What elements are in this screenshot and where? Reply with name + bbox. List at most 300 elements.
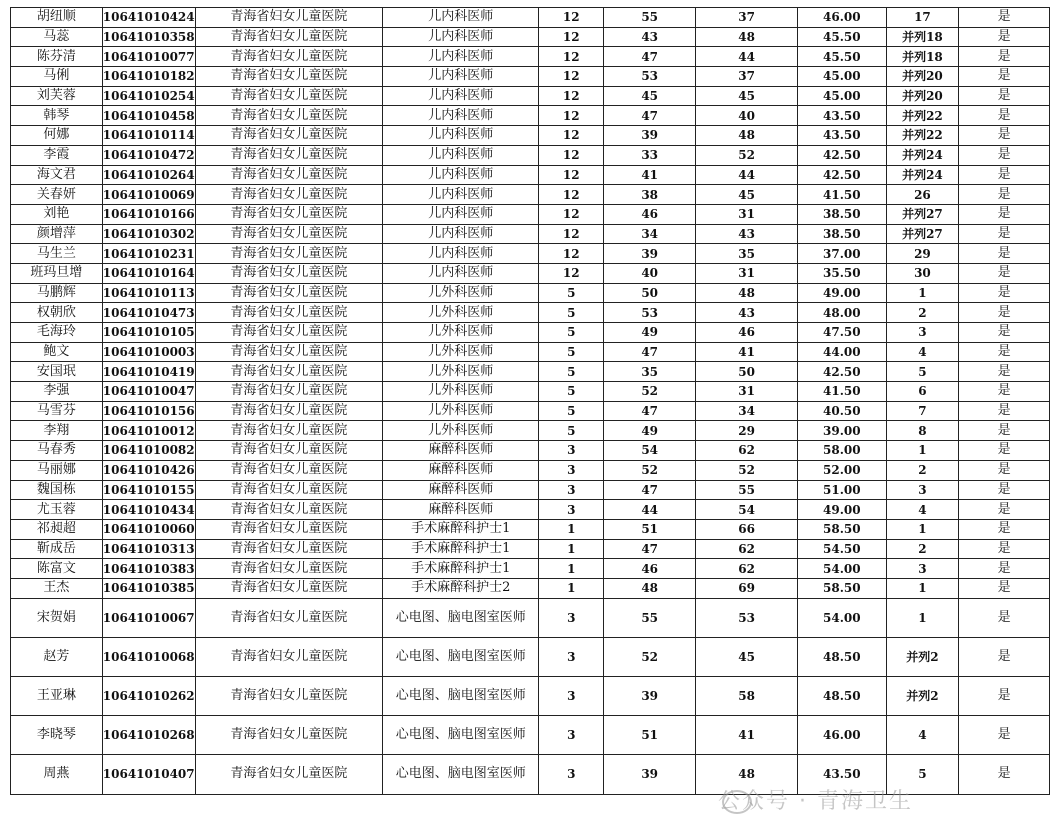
- rank-cell: 26: [886, 185, 959, 205]
- recruit-count-cell: 12: [539, 204, 604, 224]
- total-score-cell: 38.50: [798, 204, 887, 224]
- exam-id-cell: 10641010264: [102, 165, 195, 185]
- recruit-count-cell: 3: [539, 500, 604, 520]
- rank-cell: 并列24: [886, 145, 959, 165]
- interview-score-cell: 35: [696, 244, 798, 264]
- total-score-cell: 48.50: [798, 637, 887, 676]
- exam-id-cell: 10641010003: [102, 342, 195, 362]
- exam-id-cell: 10641010419: [102, 362, 195, 382]
- written-score-cell: 39: [604, 126, 696, 146]
- exam-id-cell: 10641010358: [102, 27, 195, 47]
- recruit-count-cell: 3: [539, 598, 604, 637]
- interview-score-cell: 44: [696, 165, 798, 185]
- recruit-count-cell: 5: [539, 421, 604, 441]
- rank-cell: 3: [886, 559, 959, 579]
- qualified-cell: 是: [959, 382, 1050, 402]
- results-table-body: [11, 8, 1050, 795]
- table-row: [11, 362, 1050, 382]
- recruit-count-cell: 12: [539, 126, 604, 146]
- written-score-cell: 49: [604, 421, 696, 441]
- unit-name-cell: 青海省妇女儿童医院: [195, 401, 382, 421]
- recruit-count-cell: 1: [539, 559, 604, 579]
- qualified-cell: 是: [959, 677, 1050, 716]
- written-score-cell: 52: [604, 382, 696, 402]
- qualified-cell: 是: [959, 500, 1050, 520]
- interview-score-cell: 45: [696, 86, 798, 106]
- exam-id-cell: 10641010082: [102, 441, 195, 461]
- qualified-cell: 是: [959, 362, 1050, 382]
- interview-score-cell: 62: [696, 559, 798, 579]
- job-title-cell: 手术麻醉科护士2: [383, 578, 539, 598]
- rank-cell: 17: [886, 8, 959, 28]
- unit-name-cell: 青海省妇女儿童医院: [195, 126, 382, 146]
- table-row: [11, 441, 1050, 461]
- job-title-cell: 儿外科医师: [383, 362, 539, 382]
- total-score-cell: 44.00: [798, 342, 887, 362]
- rank-cell: 并列24: [886, 165, 959, 185]
- table-row: [11, 342, 1050, 362]
- qualified-cell: 是: [959, 401, 1050, 421]
- job-title-cell: 儿内科医师: [383, 67, 539, 87]
- candidate-name-cell: 马蕊: [11, 27, 103, 47]
- candidate-name-cell: 李翔: [11, 421, 103, 441]
- table-row: [11, 598, 1050, 637]
- candidate-name-cell: 胡纽顺: [11, 8, 103, 28]
- interview-score-cell: 41: [696, 342, 798, 362]
- qualified-cell: 是: [959, 126, 1050, 146]
- job-title-cell: 儿内科医师: [383, 86, 539, 106]
- unit-name-cell: 青海省妇女儿童医院: [195, 303, 382, 323]
- exam-id-cell: 10641010012: [102, 421, 195, 441]
- qualified-cell: 是: [959, 204, 1050, 224]
- total-score-cell: 49.00: [798, 283, 887, 303]
- rank-cell: 并列20: [886, 67, 959, 87]
- table-row: [11, 224, 1050, 244]
- interview-score-cell: 34: [696, 401, 798, 421]
- qualified-cell: 是: [959, 519, 1050, 539]
- rank-cell: 6: [886, 382, 959, 402]
- exam-id-cell: 10641010426: [102, 460, 195, 480]
- unit-name-cell: 青海省妇女儿童医院: [195, 441, 382, 461]
- rank-cell: 并列20: [886, 86, 959, 106]
- total-score-cell: 54.00: [798, 598, 887, 637]
- interview-score-cell: 48: [696, 755, 798, 794]
- recruit-count-cell: 5: [539, 382, 604, 402]
- candidate-name-cell: 马丽娜: [11, 460, 103, 480]
- recruit-count-cell: 5: [539, 323, 604, 343]
- total-score-cell: 43.50: [798, 126, 887, 146]
- interview-score-cell: 31: [696, 382, 798, 402]
- rank-cell: 30: [886, 263, 959, 283]
- table-row: [11, 677, 1050, 716]
- total-score-cell: 51.00: [798, 480, 887, 500]
- written-score-cell: 38: [604, 185, 696, 205]
- qualified-cell: 是: [959, 342, 1050, 362]
- table-row: [11, 637, 1050, 676]
- job-title-cell: 儿外科医师: [383, 283, 539, 303]
- recruit-count-cell: 5: [539, 401, 604, 421]
- exam-id-cell: 10641010067: [102, 598, 195, 637]
- written-score-cell: 47: [604, 342, 696, 362]
- candidate-name-cell: 祁昶超: [11, 519, 103, 539]
- written-score-cell: 53: [604, 67, 696, 87]
- written-score-cell: 34: [604, 224, 696, 244]
- job-title-cell: 儿内科医师: [383, 224, 539, 244]
- total-score-cell: 49.00: [798, 500, 887, 520]
- qualified-cell: 是: [959, 244, 1050, 264]
- candidate-name-cell: 马春秀: [11, 441, 103, 461]
- unit-name-cell: 青海省妇女儿童医院: [195, 244, 382, 264]
- table-row: [11, 244, 1050, 264]
- rank-cell: 1: [886, 283, 959, 303]
- candidate-name-cell: 靳成岳: [11, 539, 103, 559]
- job-title-cell: 心电图、脑电图室医师: [383, 598, 539, 637]
- rank-cell: 并列27: [886, 224, 959, 244]
- recruit-count-cell: 12: [539, 86, 604, 106]
- exam-id-cell: 10641010383: [102, 559, 195, 579]
- interview-score-cell: 54: [696, 500, 798, 520]
- exam-id-cell: 10641010424: [102, 8, 195, 28]
- qualified-cell: 是: [959, 578, 1050, 598]
- qualified-cell: 是: [959, 716, 1050, 755]
- unit-name-cell: 青海省妇女儿童医院: [195, 480, 382, 500]
- job-title-cell: 儿内科医师: [383, 185, 539, 205]
- table-row: [11, 86, 1050, 106]
- qualified-cell: 是: [959, 755, 1050, 794]
- written-score-cell: 47: [604, 401, 696, 421]
- exam-id-cell: 10641010231: [102, 244, 195, 264]
- exam-id-cell: 10641010182: [102, 67, 195, 87]
- rank-cell: 4: [886, 500, 959, 520]
- written-score-cell: 49: [604, 323, 696, 343]
- recruit-count-cell: 12: [539, 224, 604, 244]
- total-score-cell: 52.00: [798, 460, 887, 480]
- written-score-cell: 47: [604, 539, 696, 559]
- recruit-count-cell: 3: [539, 480, 604, 500]
- unit-name-cell: 青海省妇女儿童医院: [195, 519, 382, 539]
- total-score-cell: 45.50: [798, 27, 887, 47]
- recruit-count-cell: 3: [539, 677, 604, 716]
- candidate-name-cell: 刘艳: [11, 204, 103, 224]
- qualified-cell: 是: [959, 165, 1050, 185]
- unit-name-cell: 青海省妇女儿童医院: [195, 342, 382, 362]
- candidate-name-cell: 何娜: [11, 126, 103, 146]
- candidate-name-cell: 班玛旦增: [11, 263, 103, 283]
- recruit-count-cell: 3: [539, 755, 604, 794]
- table-row: [11, 106, 1050, 126]
- rank-cell: 29: [886, 244, 959, 264]
- job-title-cell: 儿内科医师: [383, 145, 539, 165]
- interview-score-cell: 52: [696, 145, 798, 165]
- candidate-name-cell: 韩琴: [11, 106, 103, 126]
- written-score-cell: 39: [604, 755, 696, 794]
- rank-cell: 7: [886, 401, 959, 421]
- total-score-cell: 54.50: [798, 539, 887, 559]
- table-row: [11, 67, 1050, 87]
- recruit-count-cell: 5: [539, 342, 604, 362]
- candidate-name-cell: 海文君: [11, 165, 103, 185]
- interview-score-cell: 53: [696, 598, 798, 637]
- candidate-name-cell: 王杰: [11, 578, 103, 598]
- total-score-cell: 35.50: [798, 263, 887, 283]
- interview-score-cell: 43: [696, 303, 798, 323]
- recruit-count-cell: 12: [539, 8, 604, 28]
- rank-cell: 2: [886, 460, 959, 480]
- candidate-name-cell: 魏国栋: [11, 480, 103, 500]
- job-title-cell: 心电图、脑电图室医师: [383, 637, 539, 676]
- job-title-cell: 心电图、脑电图室医师: [383, 677, 539, 716]
- job-title-cell: 儿外科医师: [383, 401, 539, 421]
- recruit-count-cell: 12: [539, 67, 604, 87]
- unit-name-cell: 青海省妇女儿童医院: [195, 27, 382, 47]
- rank-cell: 5: [886, 755, 959, 794]
- exam-id-cell: 10641010385: [102, 578, 195, 598]
- candidate-name-cell: 周燕: [11, 755, 103, 794]
- table-row: [11, 500, 1050, 520]
- exam-id-cell: 10641010166: [102, 204, 195, 224]
- job-title-cell: 儿外科医师: [383, 421, 539, 441]
- exam-id-cell: 10641010472: [102, 145, 195, 165]
- table-row: [11, 401, 1050, 421]
- total-score-cell: 43.50: [798, 106, 887, 126]
- recruit-count-cell: 5: [539, 283, 604, 303]
- total-score-cell: 58.00: [798, 441, 887, 461]
- total-score-cell: 38.50: [798, 224, 887, 244]
- candidate-name-cell: 陈芬清: [11, 47, 103, 67]
- job-title-cell: 儿内科医师: [383, 47, 539, 67]
- rank-cell: 并列22: [886, 106, 959, 126]
- rank-cell: 8: [886, 421, 959, 441]
- interview-score-cell: 55: [696, 480, 798, 500]
- exam-id-cell: 10641010047: [102, 382, 195, 402]
- unit-name-cell: 青海省妇女儿童医院: [195, 106, 382, 126]
- interview-score-cell: 37: [696, 8, 798, 28]
- written-score-cell: 40: [604, 263, 696, 283]
- table-row: [11, 185, 1050, 205]
- recruit-count-cell: 1: [539, 578, 604, 598]
- job-title-cell: 儿内科医师: [383, 8, 539, 28]
- written-score-cell: 41: [604, 165, 696, 185]
- interview-score-cell: 48: [696, 27, 798, 47]
- candidate-name-cell: 马生兰: [11, 244, 103, 264]
- interview-score-cell: 48: [696, 283, 798, 303]
- interview-score-cell: 37: [696, 67, 798, 87]
- unit-name-cell: 青海省妇女儿童医院: [195, 716, 382, 755]
- qualified-cell: 是: [959, 263, 1050, 283]
- candidate-name-cell: 关春妍: [11, 185, 103, 205]
- table-row: [11, 165, 1050, 185]
- interview-score-cell: 48: [696, 126, 798, 146]
- candidate-name-cell: 李晓琴: [11, 716, 103, 755]
- interview-score-cell: 66: [696, 519, 798, 539]
- rank-cell: 并列18: [886, 47, 959, 67]
- candidate-name-cell: 王亚琳: [11, 677, 103, 716]
- rank-cell: 1: [886, 441, 959, 461]
- table-row: [11, 460, 1050, 480]
- candidate-name-cell: 鲍文: [11, 342, 103, 362]
- exam-id-cell: 10641010254: [102, 86, 195, 106]
- total-score-cell: 48.00: [798, 303, 887, 323]
- written-score-cell: 53: [604, 303, 696, 323]
- unit-name-cell: 青海省妇女儿童医院: [195, 539, 382, 559]
- job-title-cell: 儿内科医师: [383, 204, 539, 224]
- exam-id-cell: 10641010473: [102, 303, 195, 323]
- rank-cell: 1: [886, 578, 959, 598]
- total-score-cell: 45.00: [798, 67, 887, 87]
- written-score-cell: 46: [604, 204, 696, 224]
- exam-id-cell: 10641010302: [102, 224, 195, 244]
- job-title-cell: 儿内科医师: [383, 165, 539, 185]
- rank-cell: 并列27: [886, 204, 959, 224]
- rank-cell: 并列2: [886, 637, 959, 676]
- rank-cell: 1: [886, 519, 959, 539]
- unit-name-cell: 青海省妇女儿童医院: [195, 578, 382, 598]
- unit-name-cell: 青海省妇女儿童医院: [195, 185, 382, 205]
- qualified-cell: 是: [959, 303, 1050, 323]
- job-title-cell: 麻醉科医师: [383, 460, 539, 480]
- table-row: [11, 47, 1050, 67]
- table-row: [11, 8, 1050, 28]
- written-score-cell: 45: [604, 86, 696, 106]
- candidate-name-cell: 尤玉蓉: [11, 500, 103, 520]
- job-title-cell: 麻醉科医师: [383, 441, 539, 461]
- written-score-cell: 39: [604, 244, 696, 264]
- total-score-cell: 39.00: [798, 421, 887, 441]
- unit-name-cell: 青海省妇女儿童医院: [195, 598, 382, 637]
- job-title-cell: 心电图、脑电图室医师: [383, 716, 539, 755]
- written-score-cell: 55: [604, 598, 696, 637]
- exam-id-cell: 10641010077: [102, 47, 195, 67]
- rank-cell: 5: [886, 362, 959, 382]
- total-score-cell: 42.50: [798, 362, 887, 382]
- qualified-cell: 是: [959, 47, 1050, 67]
- qualified-cell: 是: [959, 67, 1050, 87]
- total-score-cell: 46.00: [798, 716, 887, 755]
- written-score-cell: 47: [604, 106, 696, 126]
- written-score-cell: 33: [604, 145, 696, 165]
- unit-name-cell: 青海省妇女儿童医院: [195, 263, 382, 283]
- recruit-count-cell: 12: [539, 263, 604, 283]
- recruit-count-cell: 5: [539, 303, 604, 323]
- total-score-cell: 58.50: [798, 519, 887, 539]
- interview-score-cell: 62: [696, 441, 798, 461]
- interview-score-cell: 52: [696, 460, 798, 480]
- table-row: [11, 126, 1050, 146]
- written-score-cell: 51: [604, 716, 696, 755]
- table-row: [11, 559, 1050, 579]
- written-score-cell: 46: [604, 559, 696, 579]
- table-row: [11, 323, 1050, 343]
- recruit-count-cell: 3: [539, 460, 604, 480]
- total-score-cell: 45.00: [798, 86, 887, 106]
- total-score-cell: 48.50: [798, 677, 887, 716]
- exam-id-cell: 10641010105: [102, 323, 195, 343]
- rank-cell: 4: [886, 716, 959, 755]
- unit-name-cell: 青海省妇女儿童医院: [195, 47, 382, 67]
- table-row: [11, 283, 1050, 303]
- table-row: [11, 145, 1050, 165]
- unit-name-cell: 青海省妇女儿童医院: [195, 204, 382, 224]
- interview-score-cell: 58: [696, 677, 798, 716]
- qualified-cell: 是: [959, 637, 1050, 676]
- exam-id-cell: 10641010068: [102, 637, 195, 676]
- exam-id-cell: 10641010268: [102, 716, 195, 755]
- interview-score-cell: 45: [696, 637, 798, 676]
- qualified-cell: 是: [959, 460, 1050, 480]
- candidate-name-cell: 马鹏辉: [11, 283, 103, 303]
- total-score-cell: 54.00: [798, 559, 887, 579]
- exam-id-cell: 10641010262: [102, 677, 195, 716]
- job-title-cell: 麻醉科医师: [383, 500, 539, 520]
- interview-score-cell: 62: [696, 539, 798, 559]
- job-title-cell: 儿外科医师: [383, 382, 539, 402]
- recruit-count-cell: 12: [539, 185, 604, 205]
- candidate-name-cell: 安国珉: [11, 362, 103, 382]
- qualified-cell: 是: [959, 441, 1050, 461]
- total-score-cell: 42.50: [798, 165, 887, 185]
- qualified-cell: 是: [959, 185, 1050, 205]
- recruit-count-cell: 3: [539, 637, 604, 676]
- unit-name-cell: 青海省妇女儿童医院: [195, 145, 382, 165]
- qualified-cell: 是: [959, 559, 1050, 579]
- interview-score-cell: 31: [696, 263, 798, 283]
- total-score-cell: 37.00: [798, 244, 887, 264]
- exam-id-cell: 10641010114: [102, 126, 195, 146]
- table-row: [11, 27, 1050, 47]
- exam-id-cell: 10641010407: [102, 755, 195, 794]
- exam-id-cell: 10641010164: [102, 263, 195, 283]
- recruit-count-cell: 12: [539, 244, 604, 264]
- written-score-cell: 54: [604, 441, 696, 461]
- job-title-cell: 手术麻醉科护士1: [383, 539, 539, 559]
- candidate-name-cell: 李强: [11, 382, 103, 402]
- written-score-cell: 39: [604, 677, 696, 716]
- unit-name-cell: 青海省妇女儿童医院: [195, 8, 382, 28]
- qualified-cell: 是: [959, 323, 1050, 343]
- recruit-count-cell: 12: [539, 165, 604, 185]
- candidate-name-cell: 马俐: [11, 67, 103, 87]
- recruit-count-cell: 1: [539, 519, 604, 539]
- recruit-count-cell: 3: [539, 441, 604, 461]
- candidate-name-cell: 陈富文: [11, 559, 103, 579]
- exam-id-cell: 10641010434: [102, 500, 195, 520]
- rank-cell: 并列22: [886, 126, 959, 146]
- rank-cell: 3: [886, 480, 959, 500]
- candidate-name-cell: 李霞: [11, 145, 103, 165]
- qualified-cell: 是: [959, 539, 1050, 559]
- interview-score-cell: 46: [696, 323, 798, 343]
- exam-id-cell: 10641010156: [102, 401, 195, 421]
- written-score-cell: 35: [604, 362, 696, 382]
- unit-name-cell: 青海省妇女儿童医院: [195, 86, 382, 106]
- qualified-cell: 是: [959, 224, 1050, 244]
- interview-score-cell: 31: [696, 204, 798, 224]
- recruit-count-cell: 12: [539, 106, 604, 126]
- written-score-cell: 50: [604, 283, 696, 303]
- unit-name-cell: 青海省妇女儿童医院: [195, 323, 382, 343]
- job-title-cell: 麻醉科医师: [383, 480, 539, 500]
- qualified-cell: 是: [959, 421, 1050, 441]
- job-title-cell: 儿外科医师: [383, 323, 539, 343]
- unit-name-cell: 青海省妇女儿童医院: [195, 224, 382, 244]
- total-score-cell: 41.50: [798, 382, 887, 402]
- rank-cell: 2: [886, 539, 959, 559]
- unit-name-cell: 青海省妇女儿童医院: [195, 677, 382, 716]
- interview-score-cell: 44: [696, 47, 798, 67]
- candidate-name-cell: 赵芳: [11, 637, 103, 676]
- unit-name-cell: 青海省妇女儿童医院: [195, 500, 382, 520]
- interview-score-cell: 43: [696, 224, 798, 244]
